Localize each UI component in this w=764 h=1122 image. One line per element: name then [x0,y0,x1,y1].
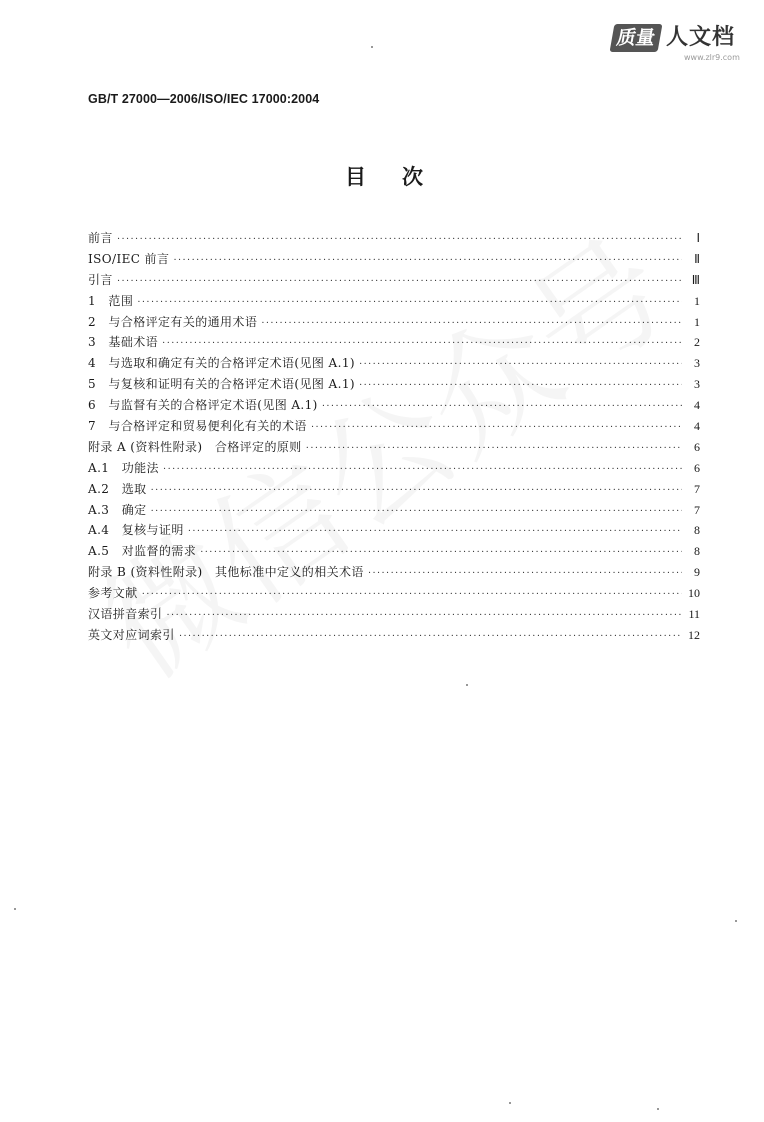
scan-speck [657,1108,659,1110]
toc-entry [88,417,700,438]
toc-dot-leader [117,277,682,287]
toc-entry-label: A.4 复核与证明 [88,523,184,538]
toc-entry-page: 9 [694,565,700,580]
toc-entry-page: 3 [694,356,700,371]
toc-dot-leader [166,611,682,621]
toc-dot-leader [322,402,682,412]
toc-entry-page: 3 [694,377,700,392]
toc-entry-page: 12 [688,627,700,642]
toc-entry [88,563,700,584]
toc-entry-label: 附录 B (资料性附录) 其他标准中定义的相关术语 [88,565,364,580]
toc-entry-page: 4 [694,419,700,434]
toc-entry-label: 参考文献 [88,586,138,601]
toc-entry [88,354,700,375]
toc-entry [88,229,700,250]
toc-entry-page: 4 [694,398,700,413]
toc-entry-label: 附录 A (资料性附录) 合格评定的原则 [88,439,302,454]
toc-entry-page: 6 [694,460,700,475]
toc-entry-label: 6 与监督有关的合格评定术语(见图 A.1) [88,398,318,413]
toc-entry-page: Ⅲ [691,272,700,287]
toc-entry [88,626,700,647]
toc-entry-label: 3 基础术语 [88,335,159,350]
toc-entry-page: Ⅱ [694,251,700,266]
toc-entry-label: 汉语拼音索引 [88,607,163,622]
toc-dot-leader [359,381,682,391]
toc-entry [88,333,700,354]
toc-dot-leader [359,360,682,370]
toc-dot-leader [163,465,682,475]
toc-entry [88,396,700,417]
toc-entry-page: 7 [694,481,700,496]
toc-entry-page: 10 [688,586,700,601]
toc-dot-leader [142,590,682,600]
toc-entry-label: 4 与选取和确定有关的合格评定术语(见图 A.1) [88,356,355,371]
scan-speck [735,920,737,922]
toc-entry-label: 5 与复核和证明有关的合格评定术语(见图 A.1) [88,377,355,392]
standard-code: GB/T 27000—2006/ISO/IEC 17000:2004 [88,92,320,106]
toc-dot-leader [151,507,682,517]
toc-dot-leader [162,339,682,349]
toc-entry-page: 7 [694,502,700,517]
toc-entry-page: 6 [694,439,700,454]
logo-badge: 质量 [610,24,663,52]
toc-entry-page: 1 [694,293,700,308]
toc-entry [88,292,700,313]
toc-entry [88,542,700,563]
toc-entry [88,313,700,334]
scan-speck [466,684,468,686]
scan-speck [509,1102,511,1104]
page-title: 目次 [345,165,459,189]
toc-dot-leader [261,319,682,329]
logo-url: www.zlr9.com [684,53,740,62]
toc-dot-leader [368,569,682,579]
scan-speck [371,46,373,48]
toc-dot-leader [188,527,682,537]
toc-entry-label: 2 与合格评定有关的通用术语 [88,314,258,329]
site-logo [612,20,757,66]
toc-entry-page: 8 [694,544,700,559]
toc-entry [88,480,700,501]
toc-entry-page: Ⅰ [696,231,700,245]
table-of-contents [88,229,700,647]
toc-entry [88,271,700,292]
toc-entry [88,501,700,522]
toc-entry-label: 英文对应词索引 [88,627,175,642]
toc-entry-label: A.1 功能法 [88,460,159,475]
toc-entry-label: A.2 选取 [88,481,147,496]
toc-entry-label: A.5 对监督的需求 [88,544,197,559]
toc-dot-leader [311,423,682,433]
toc-dot-leader [306,444,682,454]
toc-entry-page: 8 [694,523,700,538]
toc-entry [88,584,700,605]
toc-entry-label: 7 与合格评定和贸易便利化有关的术语 [88,419,307,434]
toc-entry [88,375,700,396]
toc-entry-label: 引言 [88,272,113,287]
toc-dot-leader [179,632,682,642]
toc-entry-page: 1 [694,314,700,329]
toc-entry [88,250,700,271]
toc-entry-label: A.3 确定 [88,502,147,517]
toc-entry [88,521,700,542]
toc-entry-label: ISO/IEC 前言 [88,251,170,266]
toc-entry-page: 11 [688,607,700,622]
toc-dot-leader [151,486,682,496]
toc-entry-page: 2 [694,335,700,350]
toc-entry [88,459,700,480]
toc-entry-label: 1 范围 [88,293,134,308]
toc-dot-leader [173,256,682,266]
toc-entry-label: 前言 [88,231,113,245]
scan-speck [14,908,16,910]
toc-dot-leader [137,298,682,308]
logo-text: 人文档 [666,25,736,50]
toc-entry [88,605,700,626]
toc-dot-leader [200,548,682,558]
toc-entry [88,438,700,459]
toc-dot-leader [117,235,682,245]
